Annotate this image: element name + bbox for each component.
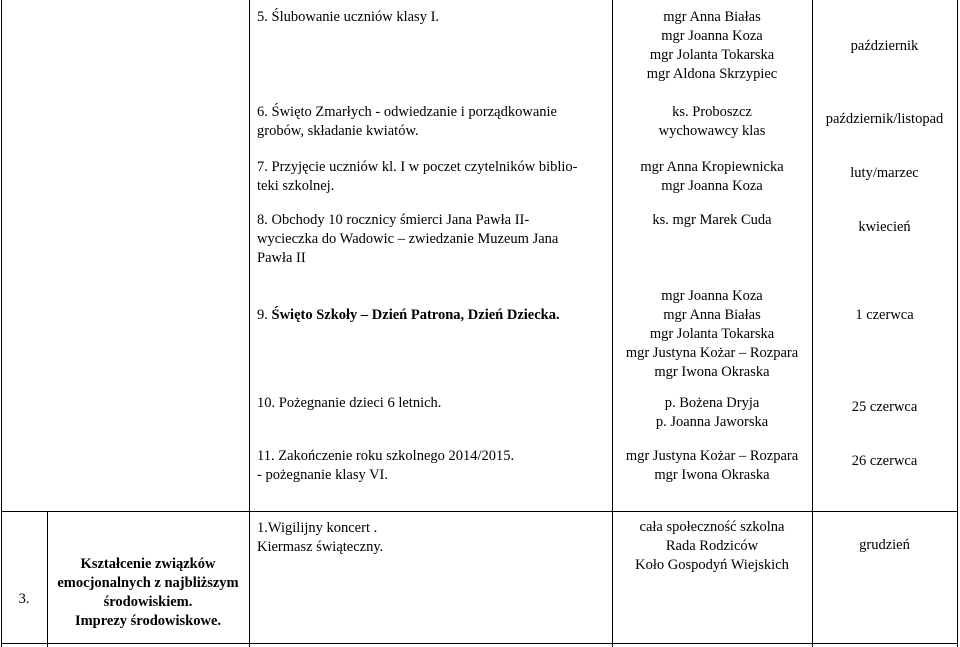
event-title-line: 6. Święto Zmarłych - odwiedzanie i porządkowanie [257,104,557,120]
table-border-right-outer [957,0,958,647]
event-person: mgr Anna Białas [663,307,761,323]
event-title [257,8,609,27]
event-persons [612,8,812,84]
table-border-bottom [1,643,958,644]
event-date [812,398,957,417]
event-date [812,306,957,325]
event-persons [612,394,812,432]
event-title-line: 5. Ślubowanie uczniów klasy I. [257,9,440,25]
event-person: mgr Jolanta Tokarska [649,326,775,342]
event-person: mgr Jolanta Tokarska [649,47,775,63]
event-person: p. Bożena Dryja [664,395,760,411]
event-title-line: 9. Święto Szkoły – Dzień Patrona, Dzień Dziecka. [257,307,560,323]
event-person: mgr Aldona Skrzypiec [646,66,778,82]
event-title-line: 8. Obchody 10 rocznicy śmierci Jana Pawła II- [257,212,530,228]
event-title [257,158,609,196]
event-title [257,211,609,268]
event-date [812,452,957,471]
event-person: p. Joanna Jaworska [655,414,769,430]
event-date-text: 26 czerwca [851,453,918,469]
event-date [812,110,957,129]
event-persons [612,447,812,485]
event-date-text: 25 czerwca [851,399,918,415]
event-date [812,37,957,56]
event-title-line: Pawła II [257,250,306,266]
section-divider [1,511,958,512]
event-title [257,447,609,485]
table-border-left-outer [1,0,2,647]
event-person: mgr Joanna Koza [661,28,763,44]
event-person: ks. Proboszcz [672,104,752,120]
section-topic: Kształcenie związków emocjonalnych z najbliższym środowiskiem. Imprezy środowiskowe. [57,556,239,629]
event-person: wychowawcy klas [658,123,766,139]
event-title-line: 7. Przyjęcie uczniów kl. I w poczet czytelników biblio- [257,159,578,175]
event-person: mgr Justyna Kożar – Rozpara [625,448,799,464]
event-person: mgr Anna Kropiewnicka [640,159,784,175]
table-border-topic-right [249,0,250,647]
section-date: grudzień [859,537,910,553]
event-date-text: luty/marzec [850,165,919,181]
section-tasks: 1.Wigilijny koncert . Kiermasz świąteczny. [257,520,384,555]
event-person: ks. mgr Marek Cuda [652,212,772,228]
event-title-line: teki szkolnej. [257,178,335,194]
event-title-line: 11. Zakończenie roku szkolnego 2014/2015. [257,448,515,464]
event-persons [612,287,812,382]
event-person: mgr Joanna Koza [661,178,763,194]
event-date-text: kwiecień [858,219,911,235]
event-date-text: październik/listopad [825,111,944,127]
event-person: mgr Iwona Okraska [654,467,770,483]
event-persons [612,103,812,141]
event-person: mgr Justyna Kożar – Rozpara [625,345,799,361]
event-title [257,394,609,413]
event-person: mgr Anna Białas [663,9,761,25]
event-title-line: grobów, składanie kwiatów. [257,123,419,139]
event-person: mgr Iwona Okraska [654,364,770,380]
event-title-line: 10. Pożegnanie dzieci 6 letnich. [257,395,442,411]
event-title [257,306,609,325]
section-persons: cała społeczność szkolna Rada Rodziców Koło Gospodyń Wiejskich [635,519,789,573]
event-title-line: - pożegnanie klasy VI. [257,467,388,483]
event-date [812,218,957,237]
event-persons [612,211,812,230]
event-title-line: wycieczka do Wadowic – zwiedzanie Muzeum Jana [257,231,559,247]
event-person: mgr Joanna Koza [661,288,763,304]
event-date-text: październik [850,38,919,54]
event-date [812,164,957,183]
event-date-text: 1 czerwca [855,307,914,323]
event-persons [612,158,812,196]
event-title [257,103,609,141]
section-number: 3. [18,591,30,607]
